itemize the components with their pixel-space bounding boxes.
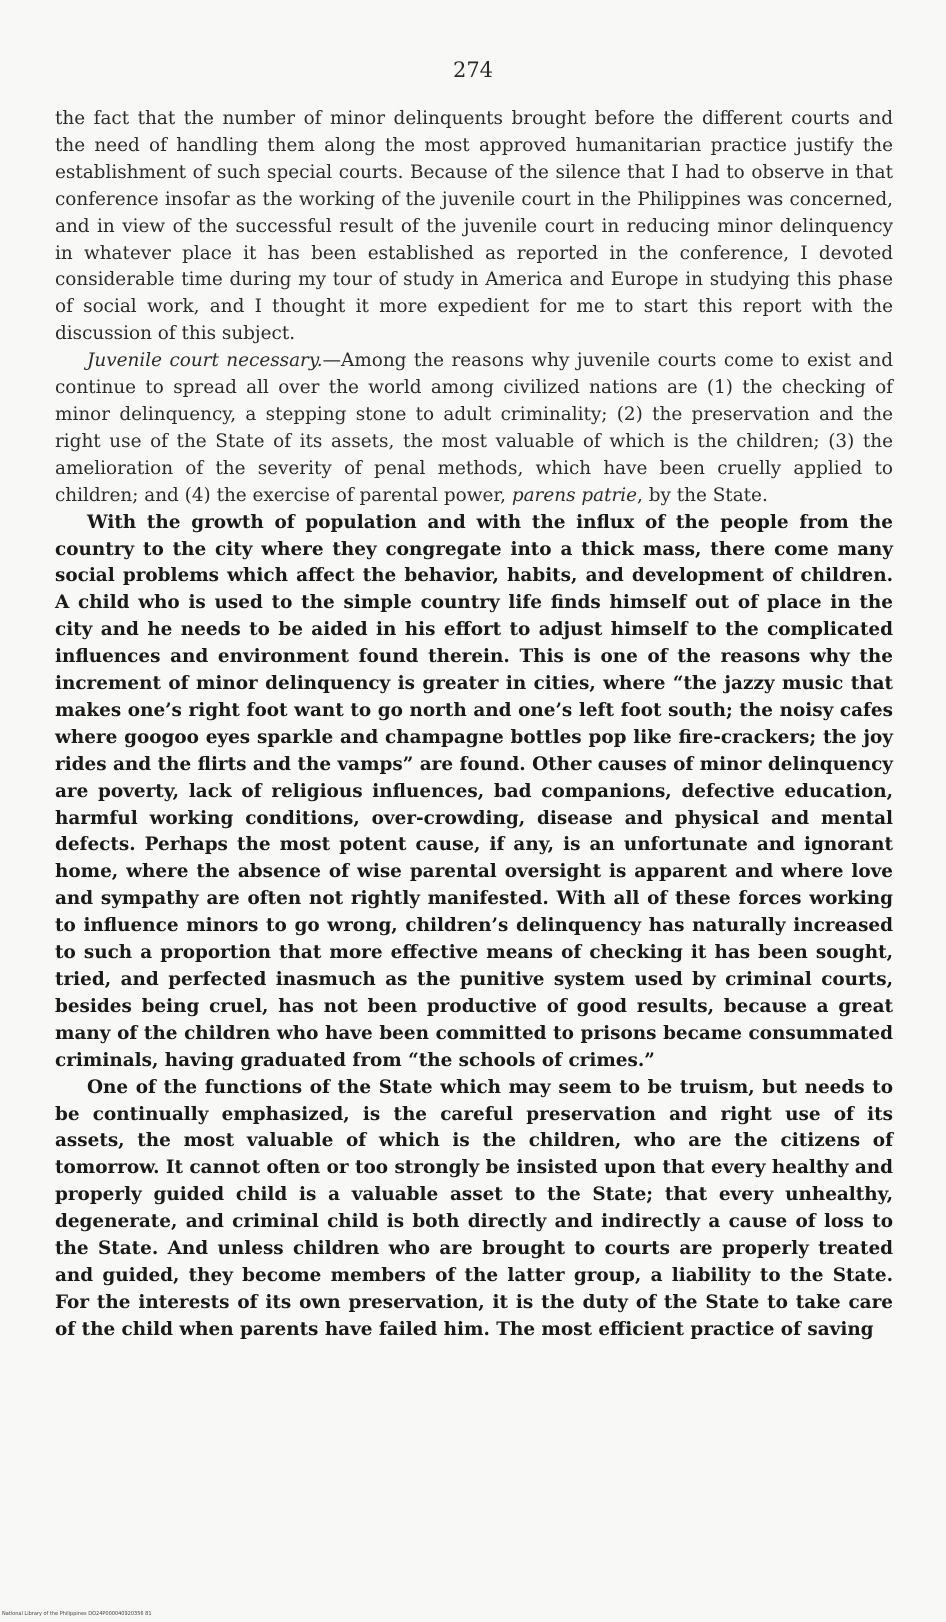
paragraph-4: One of the functions of the State which may seem to be truism, but needs to be continually emphasized, is the careful preservation and right use of its assets, the most valuable of which is the children, who are the citizens of tomorrow. It cannot often or too strongly be insisted upon that every healthy and properly guided child is a valuable asset to the State; that every unhealthy, degenerate, and criminal child is both directly and indirectly a cause of loss to the State. And unless children who are brought to courts are properly treated and guided, they become members of the latter group, a liability to the State. For the interests of its own preservation, it is the duty of the State to take care of the child when parents have failed him. The most efficient practice of saving — [55, 1076, 893, 1340]
paragraph-2 — [55, 348, 893, 509]
paragraph-1: the fact that the number of minor delinquents brought before the different courts and the need of handling them along the most approved humanitarian practice justify the establishment of such special courts. Because of the silence that I had to observe in that conference insofar as the working of the juvenile court in the Philippines was concerned, and in view of the successful result of the juvenile court in reducing minor delinquency in whatever place it has been established as reported in the conference, I devoted considerable time during my tour of study in America and Europe in studying this phase of social work, and I thought it more expedient for me to start this report with the discussion of this subject. — [55, 108, 893, 345]
paragraph-2-text-b: , by the State. — [637, 484, 768, 506]
section-heading-juvenile-court: Juvenile court necessary. — [87, 350, 323, 372]
paragraph-3: With the growth of population and with the influx of the people from the country to the city where they congregate into a thick mass, there come many social problems which affect the behavior, habits, and development of children. A child who is used to the simple country life finds himself out of place in the city and he needs to be aided in his effort to adjust himself to the complicated influences and environment found therein. This is one of the reasons why the increment of minor delinquency is greater in cities, where “the jazzy music that makes one’s right foot want to go north and one’s left foot south; the noisy cafes where googoo eyes sparkle and champagne bottles pop like fire-crackers; the joy rides and the flirts and the vamps” are found. Other causes of minor delinquency are poverty, lack of religious influences, bad companions, defective education, harmful working conditions, over-crowding, disease and physical and mental defects. Perhaps the most potent cause, if any, is an unfortunate and ignorant home, where the absence of wise parental oversight is apparent and where love and sympathy are often not rightly manifested. With all of these forces working to influence minors to go wrong, children’s delinquency has naturally increased to such a proportion that more effective means of checking it has been sought, tried, and perfected inasmuch as the punitive system used by criminal courts, besides being cruel, has not been productive of good results, because a great many of the children who have been committed to prisons became consummated criminals, having graduated from “the schools of crimes.” — [55, 511, 893, 1071]
latin-term: parens patrie — [511, 484, 638, 506]
page-number: 274 — [452, 58, 494, 82]
body-text — [55, 106, 893, 1344]
archive-footer: National Library of the Philippines DO24P000040920356 81 — [2, 1611, 152, 1617]
paragraph-2-text-a: —Among the reasons why juvenile courts come to exist and continue to spread all over the world among civilized nations are (1) the checking of minor delinquency, a stepping stone to adult criminality; (2) the preservation and the right use of the State of its assets, the most valuable of which is the children; (3) the amelioration of the severity of penal methods, which have been cruelly applied to children; and (4) the exercise of parental power, — [55, 350, 894, 506]
